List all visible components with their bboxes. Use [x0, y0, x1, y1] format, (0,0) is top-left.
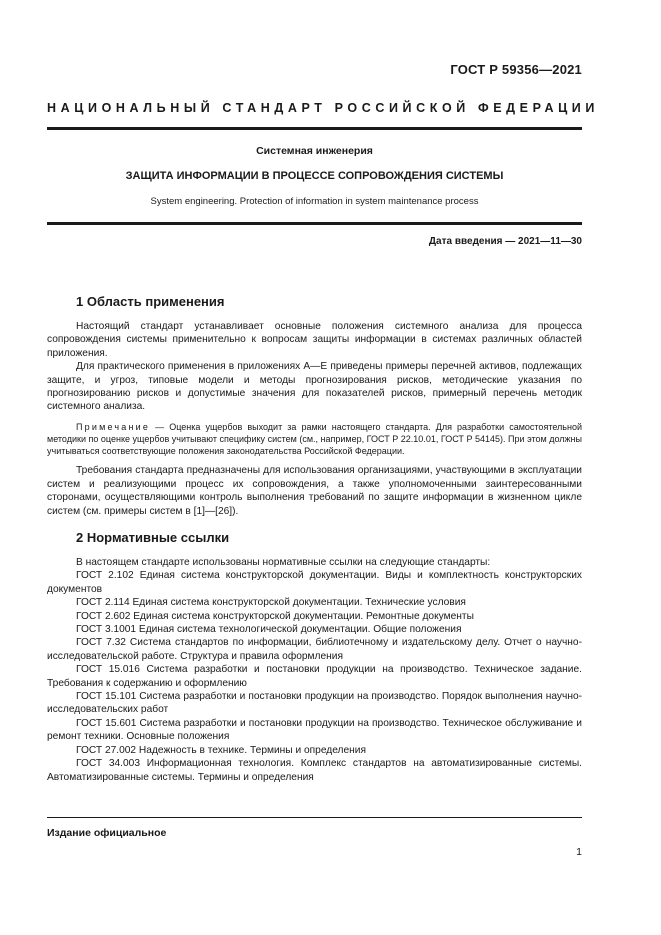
reference-item: ГОСТ 27.002 Надежность в технике. Термины и определения	[76, 744, 366, 756]
reference-item: ГОСТ 15.101 Система разработки и постановки продукции на производство. Порядок выполнения научно-исследовательских работ	[47, 691, 582, 716]
section-1-note	[47, 421, 582, 458]
reference-item: ГОСТ 15.601 Система разработки и постановки продукции на производство. Техническое обслуживание и ремонт техники. Основные положения	[47, 717, 582, 743]
section-1-paragraph-2: Для практического применения в приложениях А—Е приведены примеры перечней активов, подлежащих защите, и угроз, типовые модели и методы прогнозирования рисков, методические указания по прогнозированию рисков и допустимые значения для показателей рисков, примерный перечень методик системного анализа.	[47, 361, 582, 413]
section-2-intro: В настоящем стандарте использованы нормативные ссылки на следующие стандарты:	[76, 557, 491, 568]
document-title: ЗАЩИТА ИНФОРМАЦИИ В ПРОЦЕССЕ СОПРОВОЖДЕНИЯ СИСТЕМЫ	[125, 170, 504, 182]
section-1-paragraph-1: Настоящий стандарт устанавливает основные положения системного анализа для процесса сопровождения системы применительно к вопросам защиты информации в системах различных областей приложения.	[47, 321, 582, 359]
intro-date: Дата введения — 2021—11—30	[428, 236, 582, 247]
national-standard-heading: НАЦИОНАЛЬНЫЙ СТАНДАРТ РОССИЙСКОЙ ФЕДЕРАЦИИ	[47, 101, 599, 115]
note-label: Примечание	[76, 421, 151, 432]
section-2-heading: 2 Нормативные ссылки	[76, 530, 230, 545]
reference-item: ГОСТ 2.602 Единая система конструкторской документации. Ремонтные документы	[76, 610, 474, 622]
section-1-paragraph-3: Требования стандарта предназначены для использования организациями, участвующими в эксплуатации систем и реализующими процесс их сопровождения, а также уполномоченными заинтересованными сторонами, осуществляющими контроль выполнения требований по защите информации в жизненном цикле систем (см. примеры систем в [1]—[26]).	[47, 465, 582, 517]
english-title: System engineering. Protection of information in system maintenance process	[150, 196, 479, 207]
title-divider	[47, 222, 582, 225]
reference-item: ГОСТ 34.003 Информационная технология. Комплекс стандартов на автоматизированные системы. Автоматизированные системы. Термины и определения	[47, 758, 582, 783]
subject-line: Системная инженерия	[256, 145, 373, 157]
section-2-body	[47, 556, 582, 784]
section-1-heading: 1 Область применения	[76, 294, 225, 309]
note-text: — Оценка ущербов выходит за рамки настоящего стандарта. Для разработки самостоятельной методики по оценке ущербов учитывают специфику систем (см., например, ГОСТ Р 22.10.01, ГОСТ Р 54145). При этом должны учитываться соответствующие положения законодательства Российской Федерации.	[47, 421, 582, 457]
footer-divider	[47, 817, 582, 818]
reference-item: ГОСТ 7.32 Система стандартов по информации, библиотечному и издательскому делу. Отчет о научно-исследовательской работе. Структура и правила оформления	[47, 637, 582, 662]
reference-item: ГОСТ 3.1001 Единая система технологической документации. Общие положения	[76, 624, 462, 636]
top-divider	[47, 127, 582, 130]
section-1-body	[47, 320, 582, 518]
reference-item: ГОСТ 2.102 Единая система конструкторской документации. Виды и комплектность конструкторских документов	[47, 570, 582, 595]
document-code: ГОСТ Р 59356—2021	[450, 62, 582, 77]
reference-item: ГОСТ 2.114 Единая система конструкторской документации. Технические условия	[76, 597, 466, 609]
reference-item: ГОСТ 15.016 Система разработки и постановки продукции на производство. Техническое задание. Требования к содержанию и оформлению	[47, 664, 582, 689]
official-edition-label: Издание официальное	[47, 827, 167, 839]
page-number: 1	[576, 846, 582, 858]
